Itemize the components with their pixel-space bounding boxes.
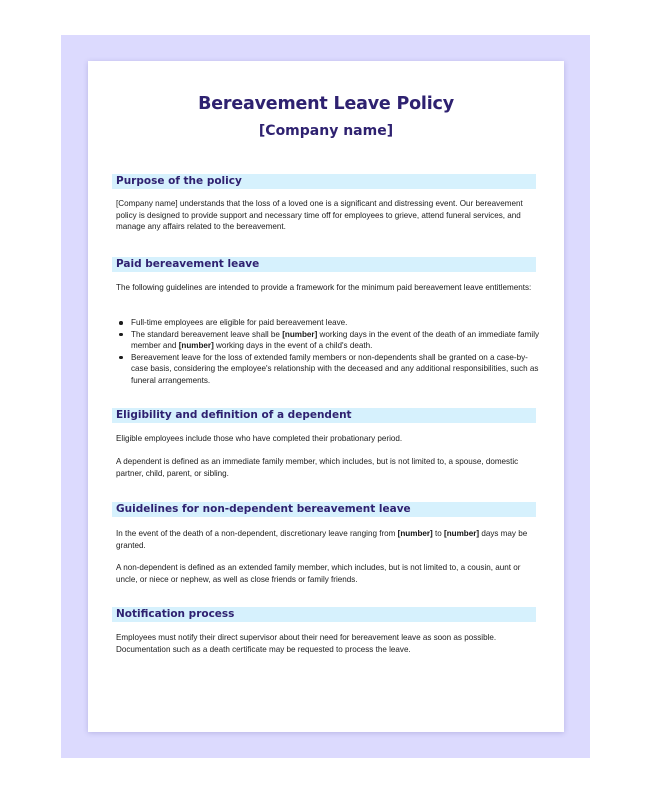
section-heading-non-dependent: Guidelines for non-dependent bereavement leave [112,502,536,517]
company-name-placeholder: [Company name] [258,123,394,139]
section-heading-eligibility: Eligibility and definition of a dependent [112,408,536,423]
paid-leave-list [116,317,540,387]
section-heading-purpose: Purpose of the policy [112,174,536,189]
number-placeholder: [number] [282,329,318,339]
non-dependent-leave-paragraph: In the event of the death of a non-dependent, discretionary leave ranging from [number] to [number] days may be granted. [116,529,528,550]
document-title: Bereavement Leave Policy [198,94,454,114]
document-page [88,61,564,732]
list-item: Full-time employees are eligible for paid bereavement leave. [116,317,540,329]
section-heading-paid-leave: Paid bereavement leave [112,257,536,272]
eligibility-paragraph: Eligible employees include those who have completed their probationary period. [116,434,403,443]
number-placeholder: [number] [444,529,480,538]
non-dependent-definition-paragraph: A non-dependent is defined as an extended family member, which includes, but is not limited to, a cousin, aunt or uncle, or niece or nephew, as well as close friends or family friends. [116,563,521,584]
section-heading-notification: Notification process [112,607,536,622]
number-placeholder: [number] [178,341,214,351]
number-placeholder: [number] [397,529,433,538]
paid-leave-intro: The following guidelines are intended to provide a framework for the minimum paid bereavement leave entitlements: [116,283,532,292]
dependent-definition-paragraph: A dependent is defined as an immediate family member, which includes, but is not limited to, a spouse, domestic partner, child, parent, or sibling. [116,457,519,478]
notification-paragraph: Employees must notify their direct supervisor about their need for bereavement leave as soon as possible. Documentation such as a death certificate may be requested to process the leave. [116,633,497,654]
list-item: Bereavement leave for the loss of extended family members or non-dependents shall be granted on a case-by-case basis, considering the employee's relationship with the deceased and any additional responsibilities, such as funeral arrangements. [116,352,540,387]
purpose-paragraph: [Company name] understands that the loss of a loved one is a significant and distressing event. Our bereavement policy is designed to provide support and necessary time off for employees to grieve, attend funeral services, and manage any affairs related to the bereavement. [116,199,523,232]
list-item: The standard bereavement leave shall be [number] working days in the event of the death of an immediate family member and [number] working days in the event of a child's death. [116,329,540,352]
